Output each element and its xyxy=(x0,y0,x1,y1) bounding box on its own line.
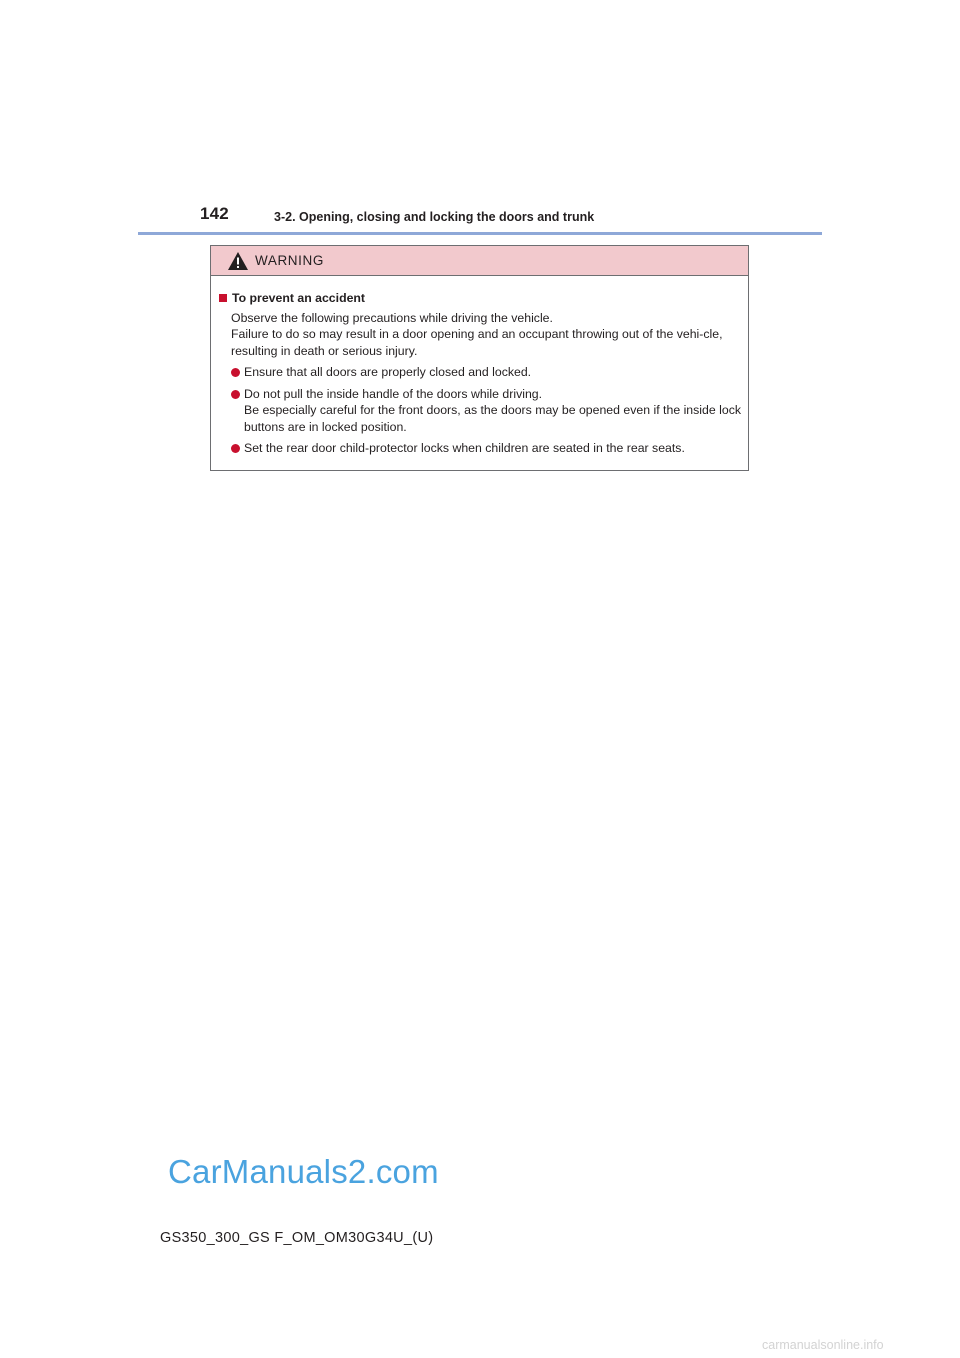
bullet-text: Be especially careful for the front doors, as the doors may be opened even if the inside lock buttons are in locked position. xyxy=(244,403,741,434)
warning-bullet xyxy=(219,364,741,381)
warning-triangle-icon xyxy=(227,251,249,271)
warning-item-title xyxy=(219,290,741,307)
square-bullet-icon xyxy=(219,294,227,302)
warning-bullet xyxy=(219,386,741,436)
bullet-dot-icon xyxy=(231,368,240,377)
header-divider xyxy=(138,232,822,235)
warning-intro-line: Observe the following precautions while driving the vehicle. xyxy=(231,310,553,325)
corner-watermark: carmanualsonline.info xyxy=(762,1338,884,1352)
bullet-text: Do not pull the inside handle of the doors while driving. xyxy=(244,386,543,401)
page-header xyxy=(0,0,960,240)
page-number: 142 xyxy=(200,204,229,223)
warning-box xyxy=(210,245,749,471)
warning-header xyxy=(211,246,748,276)
bullet-dot-icon xyxy=(231,390,240,399)
bullet-text: Set the rear door child-protector locks when children are seated in the rear seats. xyxy=(244,441,685,455)
footer-document-code: GS350_300_GS F_OM_OM30G34U_(U) xyxy=(160,1230,434,1246)
bullet-dot-icon xyxy=(231,444,240,453)
warning-title-text: To prevent an accident xyxy=(232,291,366,305)
warning-intro-line: Failure to do so may result in a door opening and an occupant throwing out of the vehi-cle, resulting in death or serious injury. xyxy=(231,327,723,358)
bullet-text: Ensure that all doors are properly closed and locked. xyxy=(244,365,532,379)
watermark-logo: CarManuals2.com xyxy=(168,1153,439,1190)
warning-label: WARNING xyxy=(255,253,324,268)
warning-bullet xyxy=(219,440,741,457)
warning-body xyxy=(211,276,748,457)
section-title: 3-2. Opening, closing and locking the doors and trunk xyxy=(274,210,595,224)
